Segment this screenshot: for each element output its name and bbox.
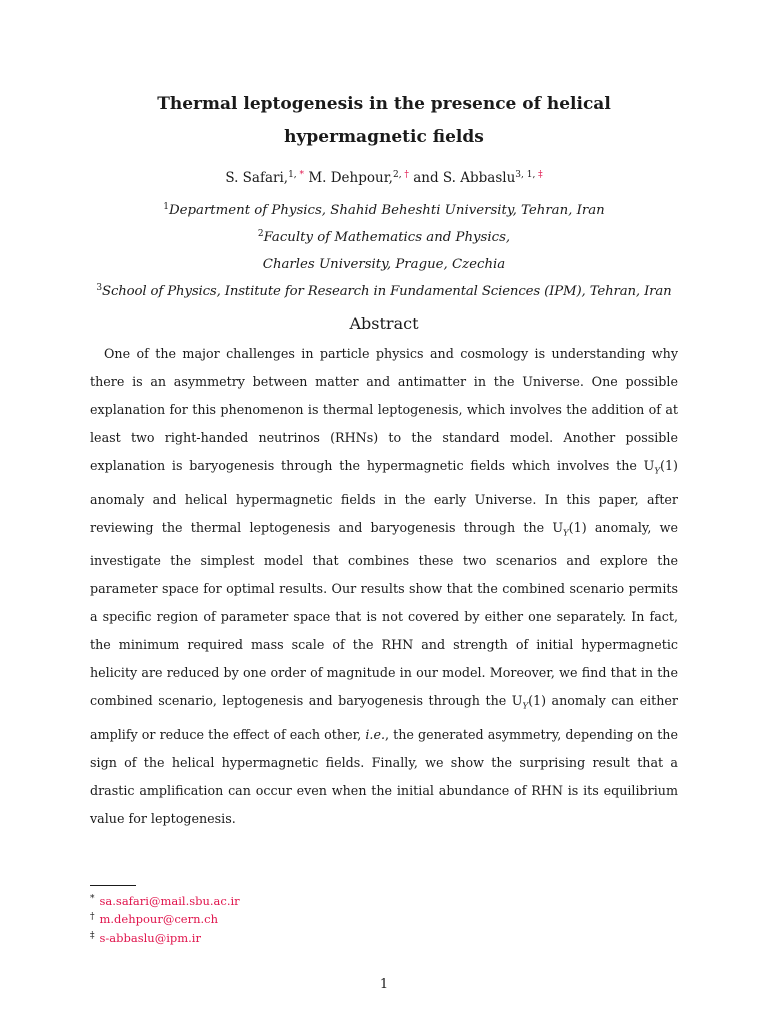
footnote-3: [90, 927, 201, 947]
author-name: M. Dehpour,: [304, 170, 393, 186]
author-affiliation-sup: 2, †: [392, 170, 409, 180]
author-name: S. Safari,: [225, 170, 289, 186]
footnote-link[interactable]: *: [299, 170, 305, 180]
affiliation-number: 2: [257, 229, 264, 239]
author-affiliation-sup: 1, *: [288, 170, 305, 180]
email-link[interactable]: s-abbaslu@ipm.ir: [99, 931, 201, 945]
abstract-text: One of the major challenges in particle physics and cosmology is understanding why there is an asymmetry between matter and antimatter in the Universe. One possible explanation for this phenomenon is thermal leptogenesis, which involves the addition of at least two right-handed neutrinos (RHNs) to the standard model. Another possible explanation is baryogenesis through the hypermagnetic fields which involves the $U_Y(1)$ anomaly and helical hypermagnetic fields in the early Universe. In this paper, after reviewing the thermal leptogenesis and baryogenesis through the $U_Y(1)$ anomaly, we investigate the simplest model that combines these two scenarios and explore the parameter space for optimal results. Our results show that the combined scenario permits a specific region of parameter space that is not covered by either one separately. In fact, the minimum required mass scale of the RHN and strength of initial hypermagnetic helicity are reduced by one order of magnitude in our model. Moreover, we find that in the combined scenario, leptogenesis and baryogenesis through the $U_Y(1)$ anomaly can either amplify or reduce the effect of each other, i.e., the generated asymmetry, depending on the sign of the helical hypermagnetic fields. Finally, we show the surprising result that a drastic amplification can occur even when the initial abundance of RHN is its equilibrium value for leptogenesis.: [90, 346, 678, 826]
footnote-1: [90, 890, 240, 910]
footnote-2: [90, 908, 218, 928]
affiliation-number: 3: [96, 283, 102, 293]
abstract-heading: Abstract: [349, 314, 419, 333]
email-link[interactable]: m.dehpour@cern.ch: [99, 912, 218, 926]
author-affiliation-sup: 3, 1, ‡: [515, 170, 543, 180]
affiliation-2: [60, 224, 708, 251]
affiliation-text: Faculty of Mathematics and Physics,: [263, 230, 511, 245]
affiliation-2-line-2: [60, 251, 708, 278]
footnote-rule: [90, 885, 136, 886]
footnote-link[interactable]: †: [404, 170, 409, 180]
affiliation-number: 1: [163, 202, 169, 212]
affiliation-3: [60, 278, 708, 305]
author-list: [90, 167, 678, 189]
paper-title: Thermal leptogenesis in the presence of helical hypermagnetic fields: [157, 94, 611, 147]
email-link[interactable]: sa.safari@mail.sbu.ac.ir: [99, 894, 240, 908]
footnote-symbol: †: [90, 912, 95, 922]
affiliation-text: School of Physics, Institute for Research in Fundamental Sciences (IPM), Tehran, Iran: [102, 284, 672, 299]
affiliation-text: Charles University, Prague, Czechia: [262, 257, 506, 272]
footnote-link[interactable]: ‡: [538, 170, 543, 180]
page-number: 1: [379, 977, 389, 992]
author-name: and S. Abbaslu: [408, 170, 516, 186]
footnote-symbol: ‡: [90, 931, 95, 941]
footnote-symbol: *: [90, 894, 95, 904]
affiliation-1: [60, 197, 708, 224]
affiliation-text: Department of Physics, Shahid Beheshti University, Tehran, Iran: [168, 203, 605, 218]
